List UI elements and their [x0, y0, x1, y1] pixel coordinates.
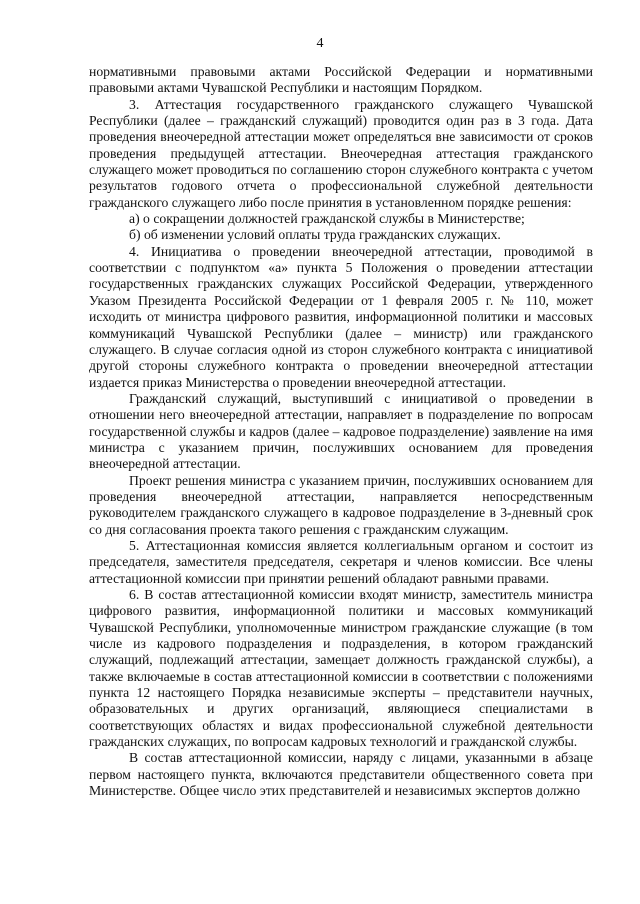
paragraph-item-4-initiative: Гражданский служащий, выступивший с инициативой о проведении в отношении него внеочередной аттестации, направляет в подразделение по вопросам государственной службы и кадров (далее – кадровое подразделение) заявление на имя министра с указанием причин, послуживших основанием для проведения внеочередной аттестации.: [89, 390, 593, 472]
paragraph-item-6: 6. В состав аттестационной комиссии входят министр, заместитель министра цифрового развития, информационной политики и массовых коммуникаций Чувашской Республики, уполномоченные министром гражданские служащие (в том числе из кадрового подразделения и подразделения, в котором гражданский служащий, подлежащий аттестации, замещает должность гражданской службы), а также включаемые в состав аттестационной комиссии в соответствии с положениями пункта 12 настоящего Порядка независимые эксперты – представители научных, образовательных и других организаций, являющиеся специалистами в соответствующих областях и видах профессиональной служебной деятельности гражданских служащих, по вопросам кадровых технологий и гражданской службы.: [89, 587, 593, 750]
paragraph-item-5: 5. Аттестационная комиссия является коллегиальным органом и состоит из председателя, заместителя председателя, секретаря и членов комиссии. Все члены аттестационной комиссии при принятии решений обладают равными правами.: [89, 537, 593, 586]
paragraph-subitem-b: б) об изменении условий оплаты труда гражданских служащих.: [129, 227, 501, 243]
paragraph-item-3: 3. Аттестация государственного гражданского служащего Чувашской Республики (далее – гражданский служащий) проводится один раз в 3 года. Дата проведения внеочередной аттестации может определяться вне зависимости от сроков проведения предыдущей аттестации. Внеочередная аттестация гражданского служащего может проводиться по соглашению сторон служебного контракта с учетом результатов годового отчета о профессиональной служебной деятельности гражданского служащего либо после принятия в установленном порядке решения:: [89, 96, 593, 210]
paragraph-item-4-draft-decision: Проект решения министра с указанием причин, послуживших основанием для проведения внеочередной аттестации, направляется непосредственным руководителем гражданского служащего в кадровое подразделение в 3-дневный срок со дня согласования проекта такого решения с гражданским служащим.: [89, 472, 593, 537]
paragraph-subitem-a: а) о сокращении должностей гражданской службы в Министерстве;: [129, 211, 525, 227]
page-number: 4: [316, 36, 324, 51]
paragraph-continuation: нормативными правовыми актами Российской Федерации и нормативными правовыми актами Чувашской Республики и настоящим Порядком.: [89, 64, 593, 96]
paragraph-item-6-composition: В состав аттестационной комиссии, наряду с лицами, указанными в абзаце первом настоящего пункта, включаются представители общественного совета при Министерстве. Общее число этих представителей и независимых экспертов должно: [89, 750, 593, 799]
paragraph-item-4: 4. Инициатива о проведении внеочередной аттестации, проводимой в соответствии с подпунктом «а» пункта 5 Положения о проведении аттестации государственных гражданских служащих Российской Федерации, утвержденного Указом Президента Российской Федерации от 1 февраля 2005 г. № 110, может исходить от министра цифрового развития, информационной политики и массовых коммуникаций Чувашской Республики (далее – министр) или гражданского служащего. В случае согласия одной из сторон служебного контракта с инициативой другой стороны служебного контракта о проведении внеочередной аттестации издается приказ Министерства о проведении внеочередной аттестации.: [89, 243, 593, 390]
document-body: [89, 64, 593, 799]
